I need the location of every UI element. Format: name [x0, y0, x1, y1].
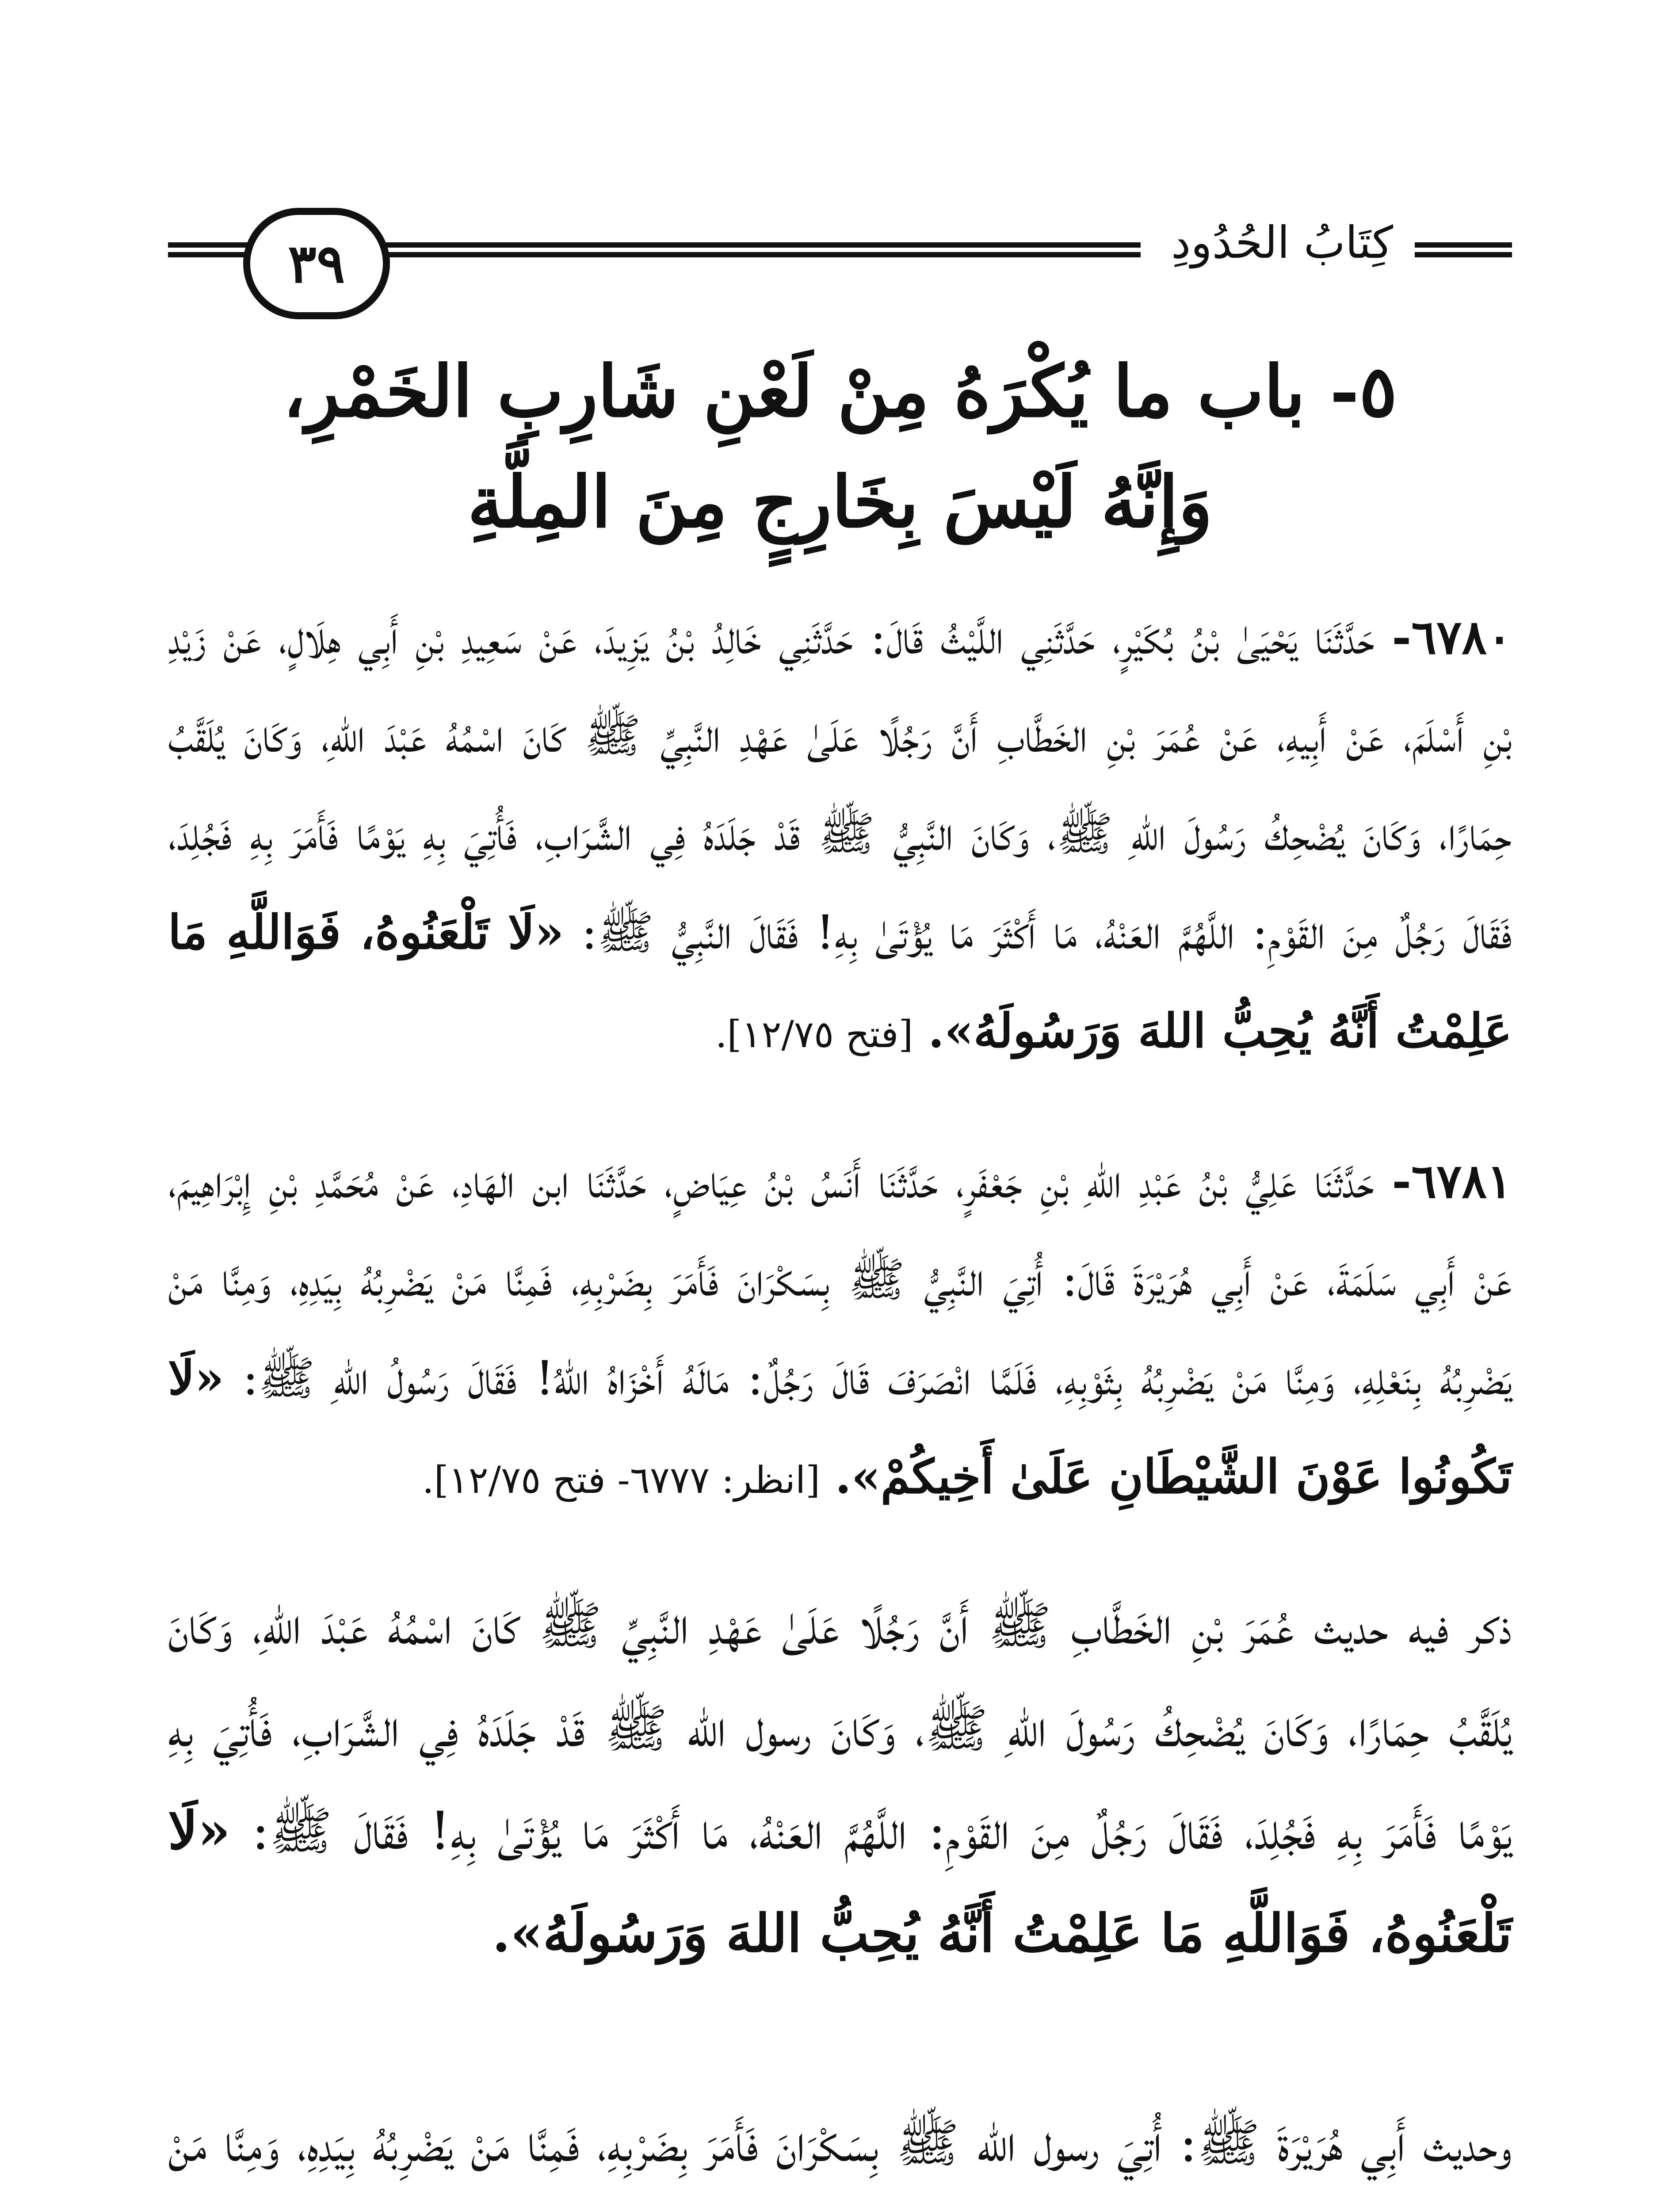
- chapter-heading-line-2: وَإِنَّهُ لَيْسَ بِخَارِجٍ مِنَ المِلَّةِ: [467, 460, 1213, 543]
- header-rule-middle: [354, 242, 1141, 257]
- hadith-reference: [فتح ١٢/٧٥].: [715, 1013, 913, 1056]
- hadith-quote: «لَا تَلْعَنُوهُ، فَوَاللَّهِ مَا عَلِمْتُ أَنَّهُ يُحِبُّ اللهَ وَرَسُولَهُ».: [168, 904, 1512, 1058]
- hadith-reference: [انظر: ٦٧٧٧- فتح ١٢/٧٥].: [422, 1458, 821, 1502]
- commentary-paragraph-1: [168, 1574, 1512, 1985]
- hadith-number: ٦٧٨٠-: [1392, 609, 1512, 665]
- commentary-quote: «لَا تَلْعَنُوهُ، فَوَاللَّهِ مَا عَلِمْتُ أَنَّهُ يُحِبُّ اللهَ وَرَسُولَهُ».: [168, 1800, 1512, 1964]
- hadith-quote: «لَا تَكُونُوا عَوْنَ الشَّيْطَانِ عَلَىٰ أَخِيكُمْ».: [168, 1350, 1512, 1504]
- hadith-6780: [168, 588, 1512, 1083]
- chapter-heading-line-1: ٥- باب ما يُكْرَهُ مِنْ لَعْنِ شَارِبِ الخَمْرِ،: [283, 350, 1397, 433]
- running-title: كِتَابُ الحُدُودِ: [1171, 217, 1394, 268]
- hadith-6781: [168, 1132, 1512, 1529]
- commentary-paragraph-2: [168, 2092, 1512, 2211]
- commentary-text: ذكر فيه حديث عُمَرَ بْنِ الخَطَّابِ ﷺ أَنَّ رَجُلًا عَلَىٰ عَهْدِ النَّبِيِّ ﷺ كَانَ اسْمُهُ عَبْدَ اللهِ، وَكَانَ يُلَقَّبُ حِمَارًا، وَكَانَ يُضْحِكُ رَسُولَ اللهِ ﷺ، وَكَانَ رسول الله ﷺ قَدْ جَلَدَهُ فِي الشَّرَابِ، فَأُتِيَ بِهِ يَوْمًا فَأَمَرَ بِهِ فَجُلِدَ، فَقَالَ رَجُلٌ مِنَ القَوْمِ: اللَّهُمَّ العَنْهُ، مَا أَكْثَرَ مَا يُؤْتَىٰ بِهِ! فَقَالَ ﷺ:: [168, 1595, 1512, 1861]
- hadith-text: حَدَّثَنَا عَلِيُّ بْنُ عَبْدِ اللهِ بْنِ جَعْفَرٍ، حَدَّثَنَا أَنَسُ بْنُ عِيَاضٍ، حَدَّثَنَا ابن الهَادِ، عَنْ مُحَمَّدِ بْنِ إِبْرَاهِيمَ، عَنْ أَبِي سَلَمَةَ، عَنْ أَبِي هُرَيْرَةَ قَالَ: أُتِيَ النَّبِيُّ ﷺ بِسَكْرَانَ فَأَمَرَ بِضَرْبِهِ، فَمِنَّا مَنْ يَضْرِبُهُ بِيَدِهِ، وَمِنَّا مَنْ يَضْرِبُهُ بِنَعْلِهِ، وَمِنَّا مَنْ يَضْرِبُهُ بِثَوْبِهِ، فَلَمَّا انْصَرَفَ قَالَ رَجُلٌ: مَالَهُ أَخْزَاهُ اللهُ! فَقَالَ رَسُولُ اللهِ ﷺ:: [168, 1154, 1512, 1405]
- chapter-heading: [168, 336, 1512, 557]
- page-number: ٣٩: [243, 208, 390, 319]
- running-header: [168, 208, 1512, 314]
- hadith-number: ٦٧٨١-: [1392, 1153, 1512, 1209]
- header-rule-right: [1415, 242, 1512, 257]
- hadith-text: حَدَّثَنَا يَحْيَىٰ بْنُ بُكَيْرٍ، حَدَّثَنِي اللَّيْثُ قَالَ: حَدَّثَنِي خَالِدُ بْنُ يَزِيدَ، عَنْ سَعِيدِ بْنِ أَبِي هِلَالٍ، عَنْ زَيْدِ بْنِ أَسْلَمَ، عَنْ أَبِيهِ، عَنْ عُمَرَ بْنِ الخَطَّابِ أَنَّ رَجُلًا عَلَىٰ عَهْدِ النَّبِيِّ ﷺ كَانَ اسْمُهُ عَبْدَ اللهِ، وَكَانَ يُلَقَّبُ حِمَارًا، وَكَانَ يُضْحِكُ رَسُولَ اللهِ ﷺ، وَكَانَ النَّبِيُّ ﷺ قَدْ جَلَدَهُ فِي الشَّرَابِ، فَأُتِيَ بِهِ يَوْمًا فَأَمَرَ بِهِ فَجُلِدَ، فَقَالَ رَجُلٌ مِنَ القَوْمِ: اللَّهُمَّ العَنْهُ، مَا أَكْثَرَ مَا يُؤْتَىٰ بِهِ! فَقَالَ النَّبِيُّ ﷺ:: [168, 610, 1512, 960]
- commentary-text: وحديث أَبِي هُرَيْرَةَ ﷺ: أُتِيَ رسول الله ﷺ بِسَكْرَانَ فَأَمَرَ بِضَرْبِهِ، فَمِنَّا مَنْ يَضْرِبُهُ بِيَدِهِ، وَمِنَّا مَنْ: [168, 2112, 1512, 2173]
